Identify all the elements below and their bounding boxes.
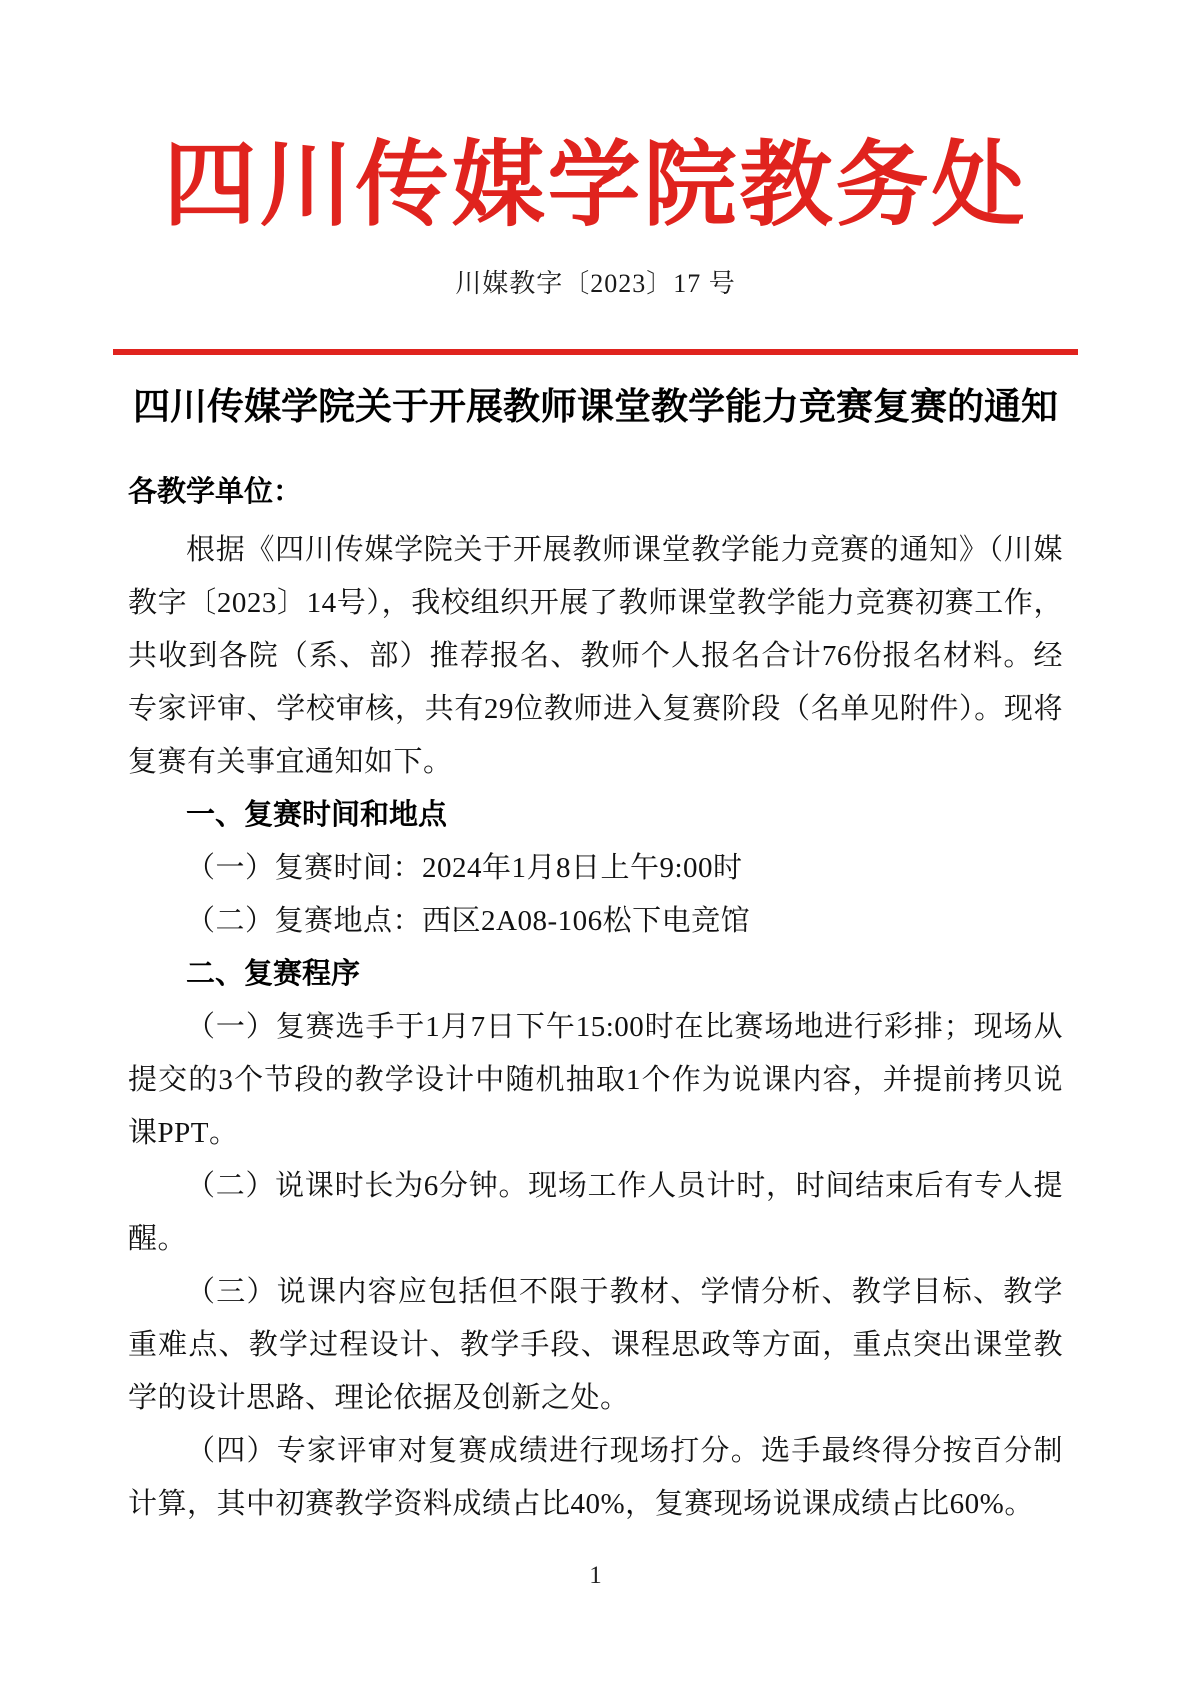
section-2-item-1: （一）复赛选手于1月7日下午15:00时在比赛场地进行彩排；现场从提交的3个节段的教学设计中随机抽取1个作为说课内容，并提前拷贝说课PPT。	[128, 1011, 1063, 1150]
section-1-item-2: （二）复赛地点：西区2A08-106松下电竞馆	[186, 905, 751, 938]
section-2-item-2: （二）说课时长为6分钟。现场工作人员计时，时间结束后有专人提醒。	[128, 1170, 1063, 1256]
document-number: 川媒教字〔2023〕17 号	[455, 268, 736, 298]
agency-name-header: 四川传媒学院教务处	[163, 135, 1028, 238]
salutation: 各教学单位：	[128, 476, 303, 509]
red-separator-rule	[113, 349, 1078, 355]
intro-paragraph: 根据《四川传媒学院关于开展教师课堂教学能力竞赛的通知》（川媒教字〔2023〕14号），我校组织开展了教师课堂教学能力竞赛初赛工作，共收到各院（系、部）推荐报名、教师个人报名合计76份报名材料。经专家评审、学校审核，共有29位教师进入复赛阶段（名单见附件）。现将复赛有关事宜通知如下。	[128, 534, 1063, 779]
section-1-heading: 一、复赛时间和地点	[186, 799, 448, 832]
section-2-item-4: （四）专家评审对复赛成绩进行现场打分。选手最终得分按百分制计算，其中初赛教学资料成绩占比40%，复赛现场说课成绩占比60%。	[128, 1435, 1063, 1521]
page-number: 1	[589, 1562, 602, 1589]
section-1-item-1: （一）复赛时间：2024年1月8日上午9:00时	[186, 852, 743, 885]
document-title: 四川传媒学院关于开展教师课堂教学能力竞赛复赛的通知	[133, 385, 1058, 427]
section-2-heading: 二、复赛程序	[186, 958, 361, 991]
section-2-item-3: （三）说课内容应包括但不限于教材、学情分析、教学目标、教学重难点、教学过程设计、教学手段、课程思政等方面，重点突出课堂教学的设计思路、理论依据及创新之处。	[128, 1276, 1063, 1415]
document-body	[0, 472, 1191, 1531]
